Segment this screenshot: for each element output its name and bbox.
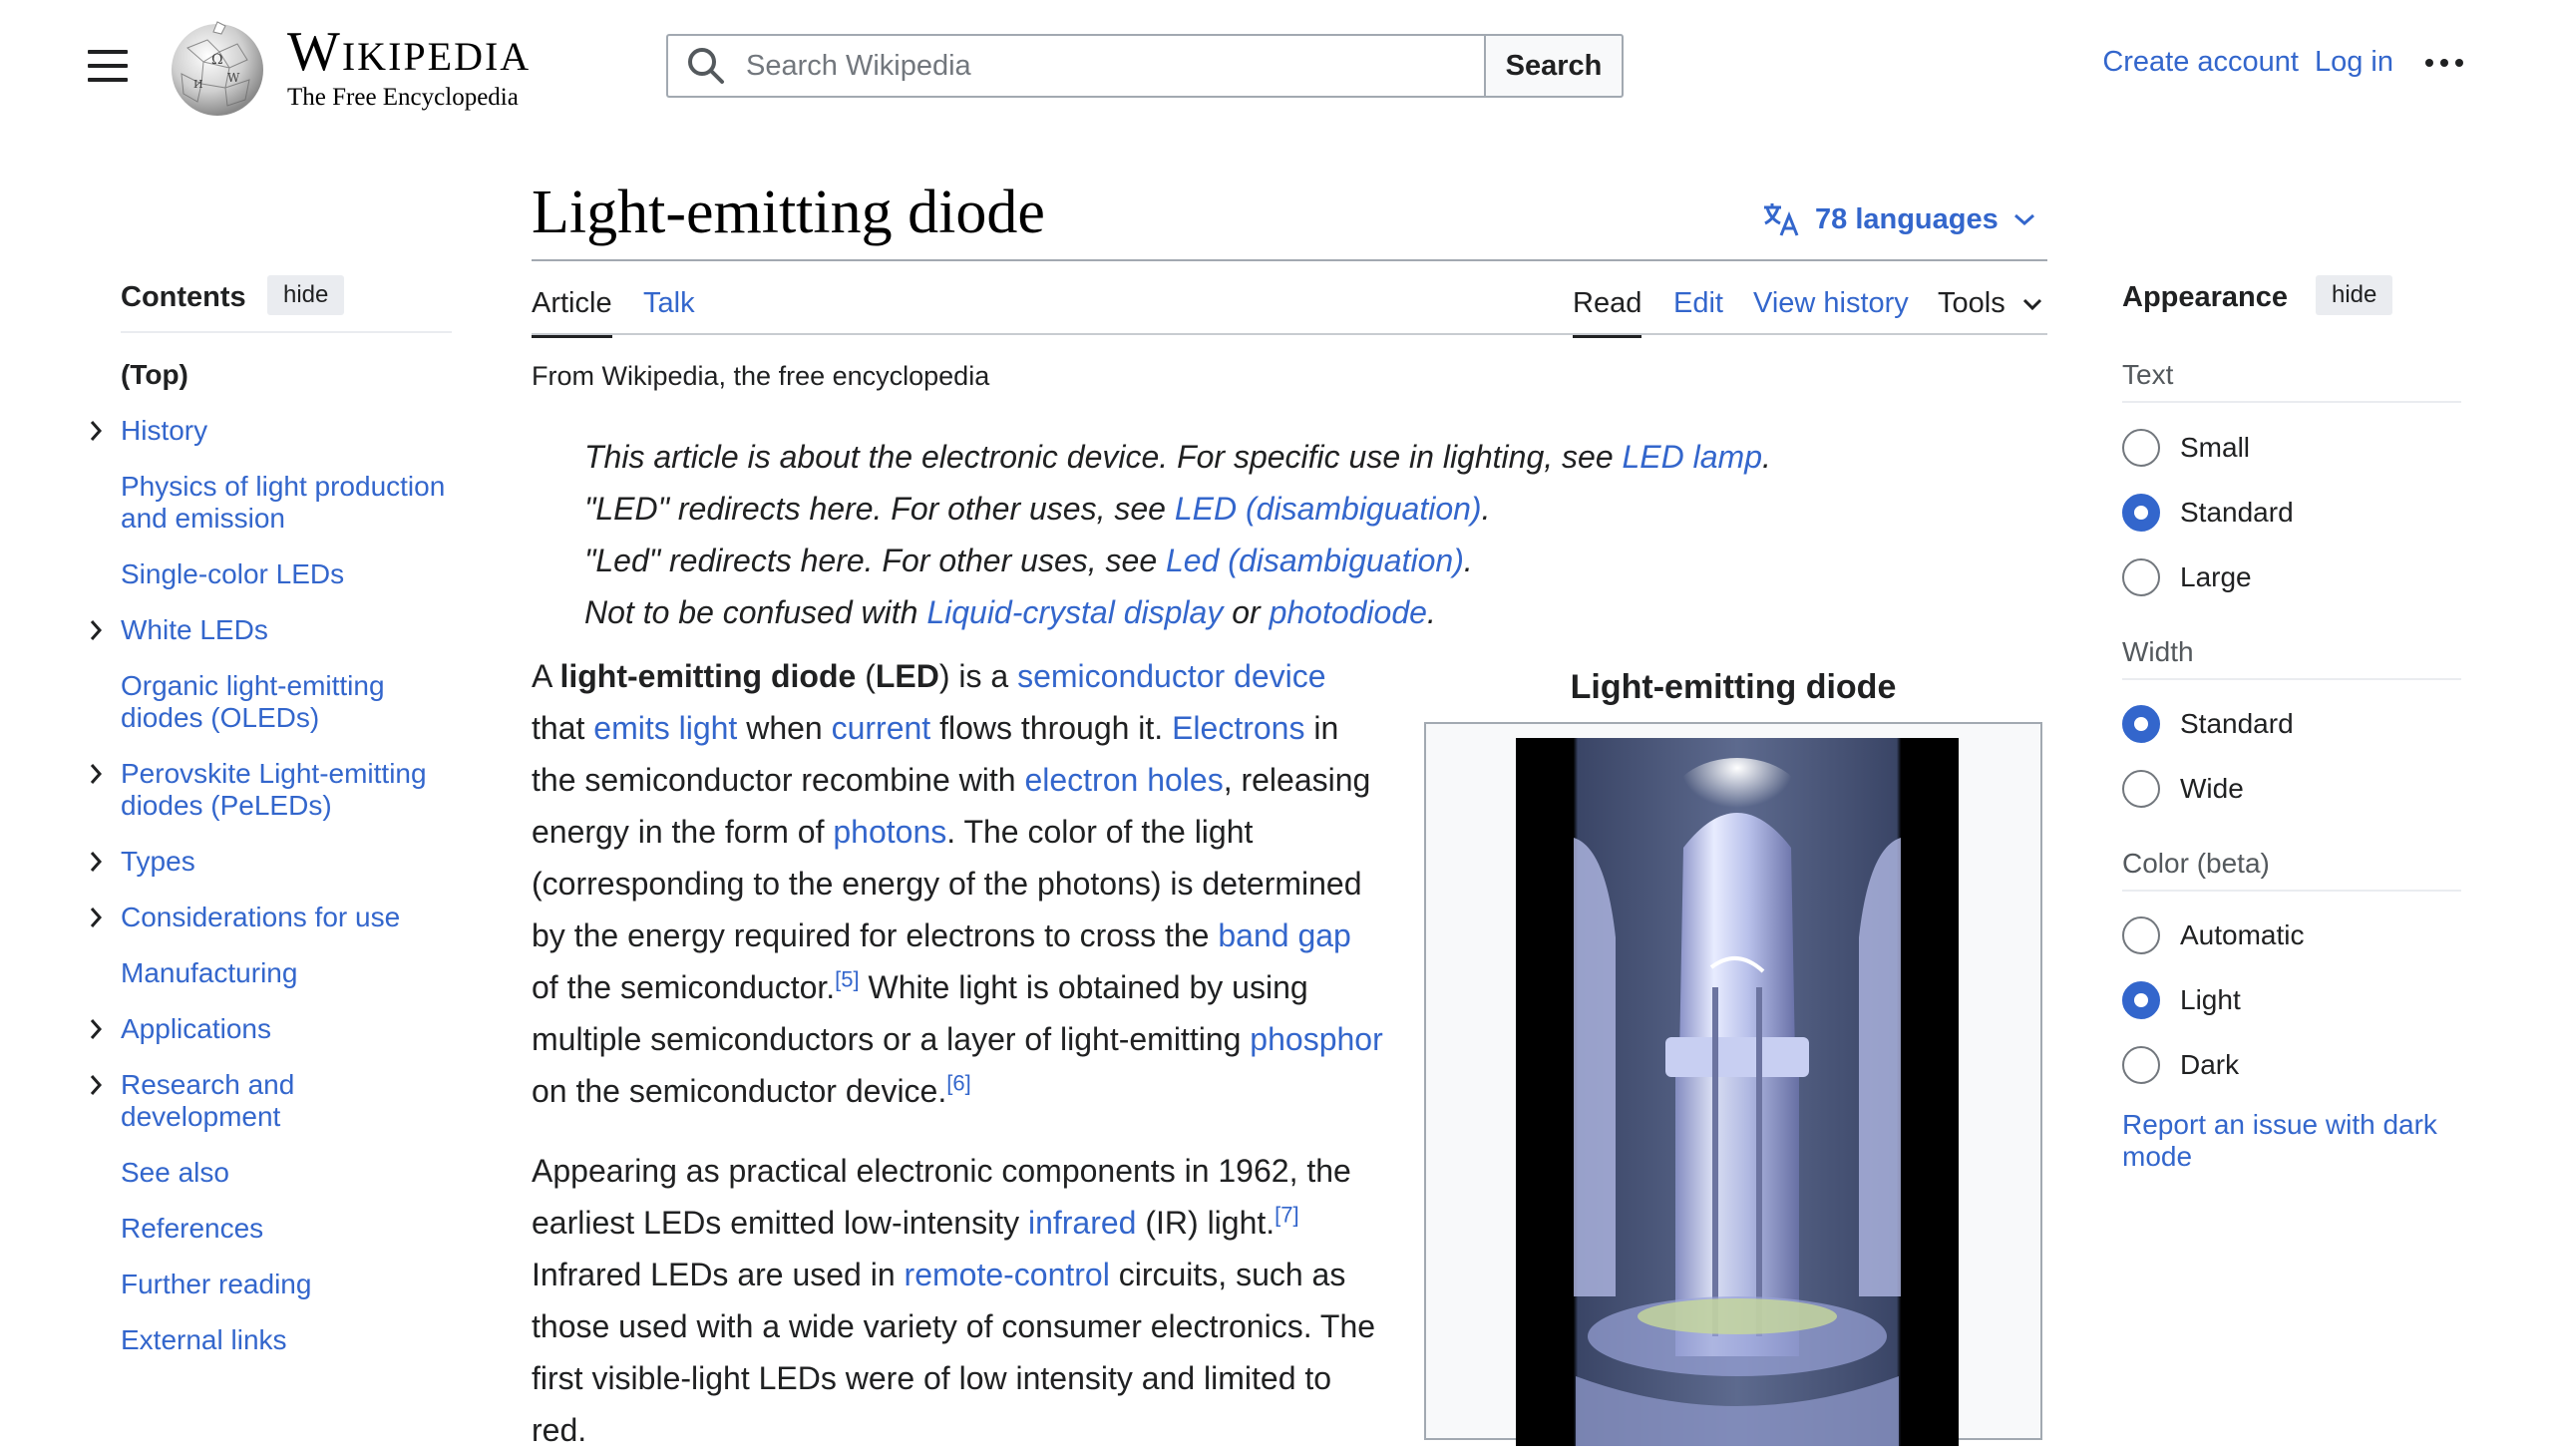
reference-5-link[interactable]: [5] [835,966,860,992]
tools-label: Tools [1938,287,2006,319]
color-automatic-option[interactable]: Automatic [2122,916,2305,954]
emits-light-link[interactable]: emits light [593,710,738,746]
lead-paragraph-1: A light-emitting diode (LED) is a semiconductor device that emits light when current flows through it. Electrons in the semiconductor recombine with electron holes, releasing energy in the form of photons. The color of the light (corresponding to the energy of the photons) is determined by the energy required for electrons to cross the band gap of the semiconductor.[5] White light is obtained by using multiple semiconductors or a layer of light-emitting phosphor on the semiconductor device.[6] [532,658,1383,1109]
create-account-link[interactable]: Create account [2102,46,2299,78]
photons-link[interactable]: photons [833,814,947,850]
toc-item[interactable]: References [121,1213,264,1244]
search-input[interactable] [744,49,1484,84]
hatnotes [584,431,1771,638]
toc-item[interactable]: (Top) [121,359,188,390]
search-button[interactable]: Search [1484,34,1624,98]
page-title: Light-emitting diode [532,179,1045,246]
current-link[interactable]: current [831,710,931,746]
text-standard-option[interactable]: Standard [2122,494,2294,532]
led-lamp-link[interactable]: LED lamp [1622,439,1762,475]
main-menu-icon[interactable] [88,50,128,84]
radio-button-selected[interactable] [2122,494,2160,532]
toc-item[interactable]: Types [121,846,195,877]
hatnote: Not to be confused with Liquid-crystal display or photodiode. [584,594,1436,630]
chevron-right-icon[interactable] [88,1017,104,1041]
electron-holes-link[interactable]: electron holes [1024,762,1224,798]
infobox-title: Light-emitting diode [1570,668,1897,706]
chevron-right-icon[interactable] [88,850,104,874]
hatnote: "Led" redirects here. For other uses, see Led (disambiguation). [584,543,1473,578]
radio-button-selected[interactable] [2122,705,2160,743]
electrons-link[interactable]: Electrons [1172,710,1305,746]
radio-button-selected[interactable] [2122,981,2160,1019]
reference-7-link[interactable]: [7] [1275,1202,1299,1228]
toc-divider [121,331,452,333]
radio-button[interactable] [2122,1046,2160,1084]
tab-view-history[interactable]: View history [1753,287,1909,319]
chevron-right-icon[interactable] [88,1073,104,1097]
site-subtitle: From Wikipedia, the free encyclopedia [532,361,990,391]
toc-heading: Contents [121,281,246,313]
toc-item[interactable]: Research and development [121,1069,295,1132]
search-form [666,34,1624,98]
width-label: Width [2122,636,2194,667]
wikipedia-globe-icon [168,18,267,118]
svg-text:Ω: Ω [211,52,223,68]
appearance-heading: Appearance [2122,281,2289,313]
toc-item[interactable]: History [121,415,208,446]
svg-text:W: W [227,71,240,85]
chevron-right-icon[interactable] [88,762,104,786]
toc-item[interactable]: Manufacturing [121,957,298,988]
chevron-down-icon [2012,211,2036,227]
infrared-link[interactable]: infrared [1027,1205,1137,1241]
chevron-right-icon[interactable] [88,618,104,642]
text-small-option[interactable]: Small [2122,429,2250,467]
photodiode-link[interactable]: photodiode [1269,594,1427,630]
toc-item[interactable]: Physics of light production and emission [121,471,446,534]
svg-text:И: И [193,78,203,91]
led-disambiguation-link[interactable]: LED (disambiguation) [1174,491,1482,527]
band-gap-link[interactable]: band gap [1218,917,1351,953]
wikipedia-wordmark: WIKIPEDIA [287,21,532,83]
toc-item[interactable]: Organic light-emitting diodes (OLEDs) [121,670,385,733]
phosphor-link[interactable]: phosphor [1250,1021,1383,1057]
tab-article[interactable]: Article [532,287,612,338]
language-count: 78 languages [1815,202,1999,235]
more-options-icon[interactable] [2425,53,2469,73]
text-large-option[interactable]: Large [2122,558,2252,596]
user-links [2102,46,2469,79]
toc-item[interactable]: Applications [121,1013,271,1044]
radio-button[interactable] [2122,429,2160,467]
toc-item[interactable]: Perovskite Light-emitting diodes (PeLEDs) [121,758,427,821]
toc-item[interactable]: Considerations for use [121,902,401,932]
radio-button[interactable] [2122,558,2160,596]
tab-read[interactable]: Read [1573,287,1641,338]
text-size-label: Text [2122,359,2174,390]
tab-tools[interactable] [1938,287,2043,334]
chevron-down-icon [2021,297,2043,311]
width-wide-option[interactable]: Wide [2122,770,2244,808]
tab-talk[interactable]: Talk [643,287,695,319]
wikipedia-tagline: The Free Encyclopedia [287,84,519,111]
log-in-link[interactable]: Log in [2314,46,2393,78]
appearance-divider [2122,678,2461,680]
lead-paragraph-2: Appearing as practical electronic components in 1962, the earliest LEDs emitted low-intensity infrared (IR) light.[7] Infrared LEDs are used in remote-control circuits, such as those used with a wide variety of consumer electronics. The first visible-light LEDs were of low intensity and limited to red. [532,1153,1376,1448]
infobox [1424,722,2042,1440]
lcd-link[interactable]: Liquid-crystal display [926,594,1224,630]
chevron-right-icon[interactable] [88,906,104,929]
remote-control-link[interactable]: remote-control [904,1257,1110,1292]
color-dark-option[interactable]: Dark [2122,1046,2239,1084]
toc-item[interactable]: External links [121,1324,287,1355]
appearance-hide-button[interactable]: hide [2316,275,2392,315]
title-divider [532,259,2047,261]
toc-item[interactable]: Further reading [121,1269,312,1299]
led-photo[interactable] [1516,738,1959,1446]
chevron-right-icon[interactable] [88,419,104,443]
wikipedia-logo[interactable] [168,18,531,118]
toc-hide-button[interactable]: hide [267,275,344,315]
radio-button[interactable] [2122,770,2160,808]
led-lowercase-disambiguation-link[interactable]: Led (disambiguation) [1166,543,1464,578]
color-label: Color (beta) [2122,848,2270,879]
translate-icon [1761,201,1801,237]
toc-item[interactable]: White LEDs [121,614,268,645]
language-button[interactable] [1761,201,2036,237]
hatnote: This article is about the electronic device. For specific use in lighting, see LED lamp. [584,439,1771,475]
tab-edit[interactable]: Edit [1673,287,1723,319]
color-light-option[interactable]: Light [2122,981,2241,1019]
toc-item[interactable]: See also [121,1157,229,1188]
hatnote: "LED" redirects here. For other uses, see LED (disambiguation). [584,491,1491,527]
width-standard-option[interactable]: Standard [2122,705,2294,743]
search-box[interactable] [666,34,1484,98]
reference-6-link[interactable]: [6] [946,1070,971,1096]
appearance-divider [2122,401,2461,403]
toc-item[interactable]: Single-color LEDs [121,558,345,589]
tabs-divider [532,333,2047,335]
report-dark-mode-link[interactable]: Report an issue with dark mode [2122,1109,2437,1172]
appearance-divider [2122,890,2461,892]
radio-button[interactable] [2122,916,2160,954]
search-icon [684,44,728,88]
semiconductor-device-link[interactable]: semiconductor device [1017,658,1326,694]
